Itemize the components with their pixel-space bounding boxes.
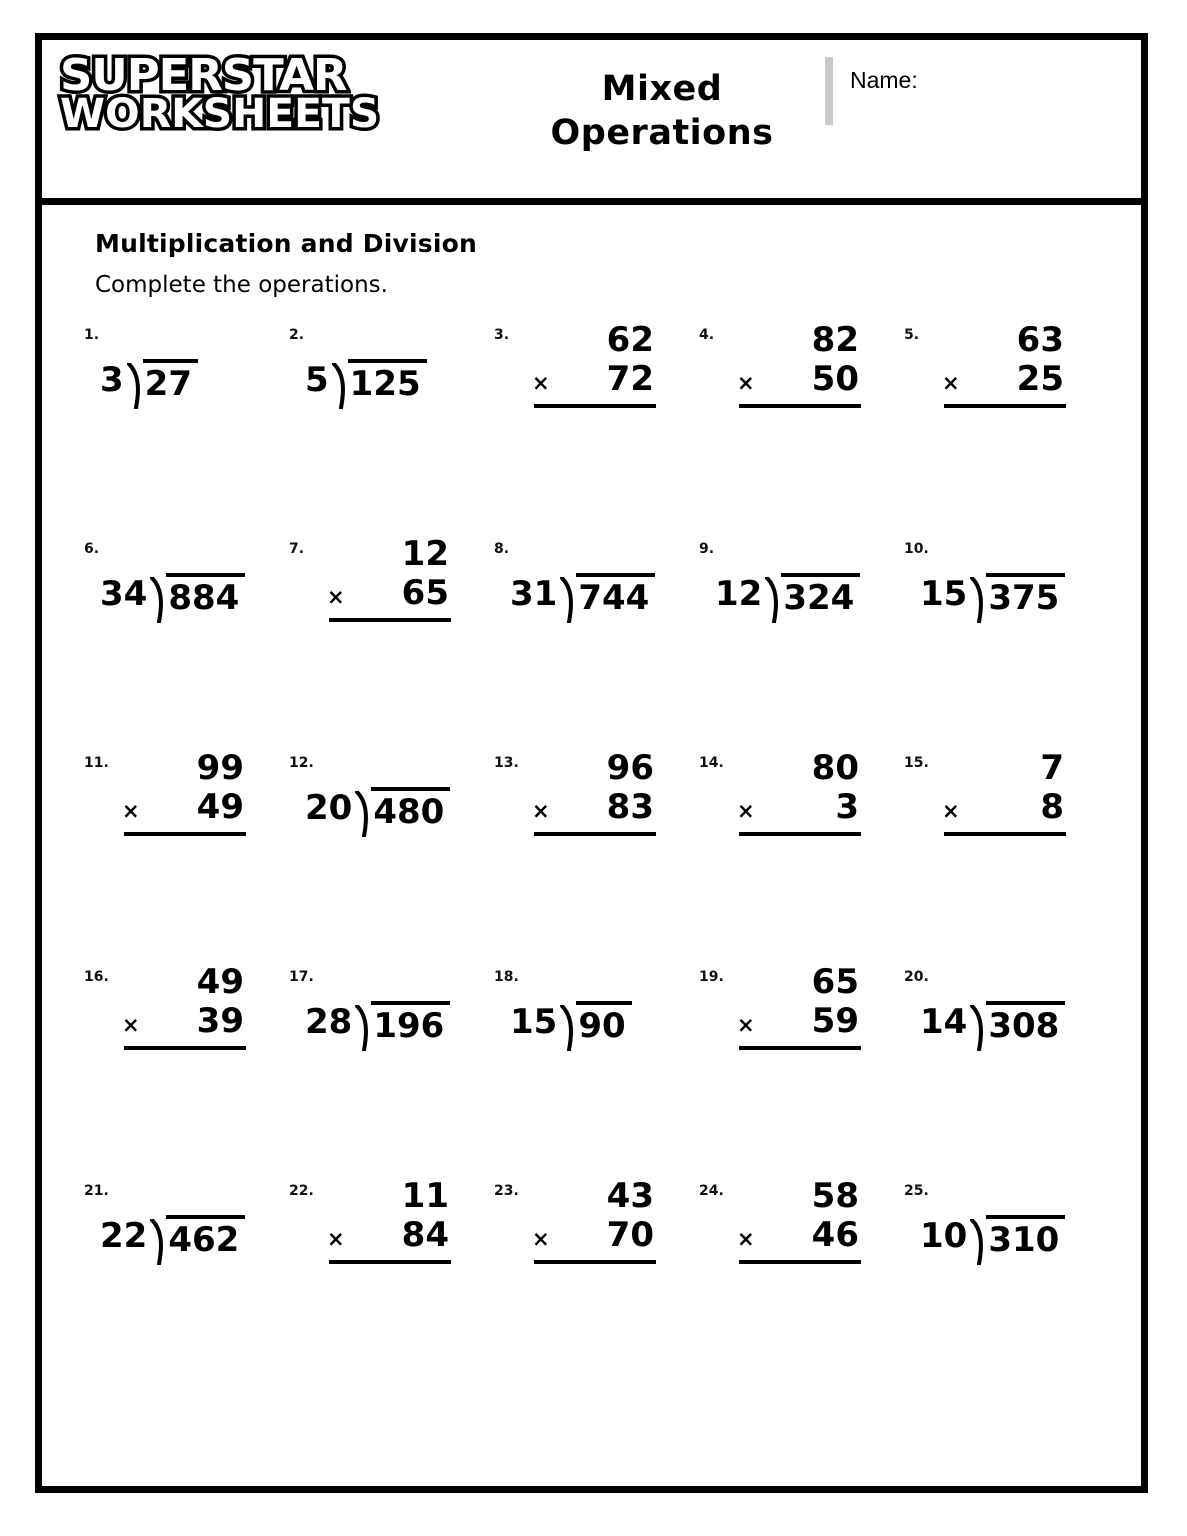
divisor: 14 <box>920 1002 968 1042</box>
multiply-icon: × <box>942 799 960 824</box>
multiplication-problem[interactable] <box>118 963 258 1050</box>
division-overline <box>348 359 427 363</box>
division-problem[interactable] <box>920 1215 1110 1265</box>
problem-cell[interactable] <box>82 748 287 955</box>
dividend: 744 <box>578 578 650 618</box>
problem-cell[interactable] <box>902 1183 1107 1383</box>
multiplication-problem[interactable] <box>528 749 668 836</box>
division-problem[interactable] <box>715 573 905 623</box>
problem-row <box>82 320 1107 541</box>
multiplier: 84 <box>401 1215 449 1256</box>
problem-cell[interactable] <box>492 748 697 955</box>
superstar-worksheets-logo <box>60 50 410 138</box>
dividend: 324 <box>783 578 855 618</box>
multiplication-problem[interactable] <box>528 321 668 408</box>
division-bracket-icon <box>150 573 166 623</box>
multiplicand: 63 <box>1016 320 1064 360</box>
division-problem[interactable] <box>305 787 495 837</box>
multiplicand: 99 <box>196 748 244 788</box>
problem-cell[interactable] <box>492 320 697 527</box>
problem-cell[interactable] <box>82 541 287 741</box>
problem-cell[interactable] <box>697 541 902 741</box>
dividend-wrap <box>143 359 198 404</box>
multiplier-row <box>733 1002 873 1041</box>
division-overline <box>986 1001 1065 1005</box>
problem-cell[interactable] <box>492 541 697 741</box>
problem-number: 13. <box>494 755 519 771</box>
divisor: 22 <box>100 1216 148 1256</box>
multiplier-row <box>528 788 668 827</box>
problem-row <box>82 962 1107 1183</box>
division-overline <box>986 1215 1065 1219</box>
multiplier: 39 <box>196 1001 244 1042</box>
multiplication-problem[interactable] <box>323 535 463 622</box>
multiplier-row <box>938 788 1078 827</box>
answer-rule <box>739 404 861 408</box>
multiplicand: 49 <box>196 962 244 1002</box>
multiplier: 65 <box>401 573 449 614</box>
dividend-wrap <box>986 573 1065 618</box>
answer-rule <box>124 832 246 836</box>
division-bracket-icon <box>970 573 986 623</box>
problem-row <box>82 1176 1107 1397</box>
division-overline <box>166 1215 245 1219</box>
multiplier-row <box>528 360 668 399</box>
multiplicand: 96 <box>606 748 654 788</box>
problem-number: 14. <box>699 755 724 771</box>
multiplication-problem[interactable] <box>323 1177 463 1264</box>
multiply-icon: × <box>737 1013 755 1038</box>
division-problem[interactable] <box>305 359 495 409</box>
name-divider <box>825 57 833 125</box>
multiplier: 83 <box>606 787 654 828</box>
dividend: 462 <box>168 1220 240 1260</box>
division-problem[interactable] <box>510 1001 700 1051</box>
division-bracket-icon <box>355 787 371 837</box>
multiplier-row <box>323 1216 463 1255</box>
multiplier-row <box>528 1216 668 1255</box>
dividend: 310 <box>988 1220 1060 1260</box>
problem-number: 19. <box>699 969 724 985</box>
division-bracket-icon <box>150 1215 166 1265</box>
division-problem[interactable] <box>920 573 1110 623</box>
multiplication-problem[interactable] <box>733 749 873 836</box>
division-overline <box>166 573 245 577</box>
divisor: 12 <box>715 574 763 614</box>
dividend: 480 <box>373 792 445 832</box>
problem-row <box>82 748 1107 969</box>
worksheet-header <box>42 40 1141 205</box>
problem-cell[interactable] <box>902 969 1107 1169</box>
dividend-wrap <box>371 1001 450 1046</box>
multiply-icon: × <box>122 1013 140 1038</box>
problem-number: 11. <box>84 755 109 771</box>
problem-number: 25. <box>904 1183 929 1199</box>
division-overline <box>576 1001 631 1005</box>
multiplicand: 58 <box>811 1176 859 1216</box>
multiplication-problem[interactable] <box>118 749 258 836</box>
division-overline <box>576 573 655 577</box>
dividend: 125 <box>349 364 421 404</box>
dividend: 27 <box>144 364 192 404</box>
problem-number: 23. <box>494 1183 519 1199</box>
problem-cell[interactable] <box>492 969 697 1169</box>
problem-number: 8. <box>494 541 510 557</box>
problem-cell[interactable] <box>287 534 492 741</box>
division-bracket-icon <box>765 573 781 623</box>
problem-number: 7. <box>289 541 305 557</box>
answer-rule <box>739 1046 861 1050</box>
division-problem[interactable] <box>100 1215 290 1265</box>
dividend-wrap <box>986 1215 1065 1260</box>
multiply-icon: × <box>122 799 140 824</box>
division-bracket-icon <box>127 359 143 409</box>
dividend: 90 <box>578 1006 626 1046</box>
multiplier: 3 <box>835 787 859 828</box>
problem-number: 1. <box>84 327 100 343</box>
dividend: 375 <box>988 578 1060 618</box>
divisor: 15 <box>920 574 968 614</box>
multiplier-row <box>938 360 1078 399</box>
multiplication-problem[interactable] <box>733 321 873 408</box>
problem-number: 6. <box>84 541 100 557</box>
problem-number: 22. <box>289 1183 314 1199</box>
problem-number: 4. <box>699 327 715 343</box>
answer-rule <box>534 832 656 836</box>
divisor: 3 <box>100 360 124 400</box>
multiply-icon: × <box>737 371 755 396</box>
divisor: 5 <box>305 360 329 400</box>
dividend-wrap <box>576 1001 631 1046</box>
page-title-line-1: Mixed <box>601 69 723 109</box>
section-heading: Multiplication and Division <box>95 229 477 258</box>
division-overline <box>986 573 1065 577</box>
problem-cell[interactable] <box>697 1176 902 1383</box>
dividend-wrap <box>371 787 450 832</box>
problem-cell[interactable] <box>82 962 287 1169</box>
dividend-wrap <box>166 1215 245 1260</box>
dividend-wrap <box>166 573 245 618</box>
multiplier-row <box>733 360 873 399</box>
multiplier: 59 <box>811 1001 859 1042</box>
problem-number: 10. <box>904 541 929 557</box>
page-title-line-2: Operations <box>550 112 774 153</box>
problem-number: 17. <box>289 969 314 985</box>
problem-cell[interactable] <box>902 541 1107 741</box>
problem-grid <box>82 320 1107 1397</box>
multiplier-row <box>733 1216 873 1255</box>
divisor: 10 <box>920 1216 968 1256</box>
answer-rule <box>329 618 451 622</box>
problem-row <box>82 534 1107 755</box>
multiply-icon: × <box>532 371 550 396</box>
division-bracket-icon <box>970 1215 986 1265</box>
division-bracket-icon <box>970 1001 986 1051</box>
problem-number: 3. <box>494 327 510 343</box>
divisor: 28 <box>305 1002 353 1042</box>
problem-number: 24. <box>699 1183 724 1199</box>
dividend-wrap <box>348 359 427 404</box>
problem-cell[interactable] <box>697 748 902 955</box>
division-overline <box>781 573 860 577</box>
multiplier: 25 <box>1016 359 1064 400</box>
multiplication-problem[interactable] <box>733 1177 873 1264</box>
logo-line-2: WORKSHEETS <box>60 91 380 138</box>
multiply-icon: × <box>942 371 960 396</box>
problem-cell[interactable] <box>287 969 492 1169</box>
answer-rule <box>534 404 656 408</box>
dividend: 308 <box>988 1006 1060 1046</box>
answer-rule <box>739 1260 861 1264</box>
problem-number: 16. <box>84 969 109 985</box>
answer-rule <box>124 1046 246 1050</box>
division-problem[interactable] <box>100 573 290 623</box>
division-overline <box>143 359 198 363</box>
multiplicand: 12 <box>401 534 449 574</box>
divisor: 15 <box>510 1002 558 1042</box>
multiplication-problem[interactable] <box>528 1177 668 1264</box>
dividend: 884 <box>168 578 240 618</box>
problem-cell[interactable] <box>492 1176 697 1383</box>
multiplicand: 65 <box>811 962 859 1002</box>
problem-number: 18. <box>494 969 519 985</box>
multiplier: 72 <box>606 359 654 400</box>
division-problem[interactable] <box>920 1001 1110 1051</box>
problem-number: 12. <box>289 755 314 771</box>
division-problem[interactable] <box>510 573 700 623</box>
problem-cell[interactable] <box>902 748 1107 955</box>
multiplicand: 7 <box>1040 748 1064 788</box>
multiplier-row <box>118 788 258 827</box>
multiplier-row <box>733 788 873 827</box>
answer-rule <box>739 832 861 836</box>
dividend-wrap <box>781 573 860 618</box>
divisor: 34 <box>100 574 148 614</box>
worksheet-body <box>42 205 1141 1486</box>
answer-rule <box>534 1260 656 1264</box>
section-instruction: Complete the operations. <box>95 272 388 298</box>
multiplier-row <box>323 574 463 613</box>
multiply-icon: × <box>327 1227 345 1252</box>
multiplier-row <box>118 1002 258 1041</box>
multiply-icon: × <box>737 1227 755 1252</box>
multiplicand: 80 <box>811 748 859 788</box>
multiplicand: 62 <box>606 320 654 360</box>
problem-cell[interactable] <box>697 320 902 527</box>
problem-number: 20. <box>904 969 929 985</box>
multiply-icon: × <box>532 799 550 824</box>
multiply-icon: × <box>327 585 345 610</box>
answer-rule <box>944 832 1066 836</box>
multiply-icon: × <box>532 1227 550 1252</box>
problem-number: 15. <box>904 755 929 771</box>
division-overline <box>371 1001 450 1005</box>
worksheet-frame <box>35 33 1148 1493</box>
dividend-wrap <box>986 1001 1065 1046</box>
multiplier: 49 <box>196 787 244 828</box>
problem-cell[interactable] <box>82 1183 287 1383</box>
logo-line-1: SUPERSTAR <box>60 50 347 101</box>
division-bracket-icon <box>560 573 576 623</box>
dividend: 196 <box>373 1006 445 1046</box>
problem-cell[interactable] <box>902 320 1107 527</box>
division-bracket-icon <box>560 1001 576 1051</box>
problem-number: 5. <box>904 327 920 343</box>
page-title <box>512 68 812 156</box>
division-problem[interactable] <box>305 1001 495 1051</box>
name-label: Name: <box>850 67 918 93</box>
divisor: 20 <box>305 788 353 828</box>
multiplicand: 43 <box>606 1176 654 1216</box>
multiplier: 46 <box>811 1215 859 1256</box>
multiplier: 50 <box>811 359 859 400</box>
division-bracket-icon <box>355 1001 371 1051</box>
problem-cell[interactable] <box>287 327 492 527</box>
multiplicand: 82 <box>811 320 859 360</box>
division-overline <box>371 787 450 791</box>
problem-number: 21. <box>84 1183 109 1199</box>
problem-cell[interactable] <box>82 327 287 527</box>
problem-number: 2. <box>289 327 305 343</box>
division-bracket-icon <box>332 359 348 409</box>
divisor: 31 <box>510 574 558 614</box>
multiplicand: 11 <box>401 1176 449 1216</box>
answer-rule <box>329 1260 451 1264</box>
problem-cell[interactable] <box>697 962 902 1169</box>
answer-rule <box>944 404 1066 408</box>
problem-number: 9. <box>699 541 715 557</box>
multiply-icon: × <box>737 799 755 824</box>
division-problem[interactable] <box>100 359 290 409</box>
multiplication-problem[interactable] <box>938 321 1078 408</box>
problem-cell[interactable] <box>287 1176 492 1383</box>
multiplier: 8 <box>1040 787 1064 828</box>
multiplier: 70 <box>606 1215 654 1256</box>
dividend-wrap <box>576 573 655 618</box>
problem-cell[interactable] <box>287 755 492 955</box>
multiplication-problem[interactable] <box>938 749 1078 836</box>
multiplication-problem[interactable] <box>733 963 873 1050</box>
